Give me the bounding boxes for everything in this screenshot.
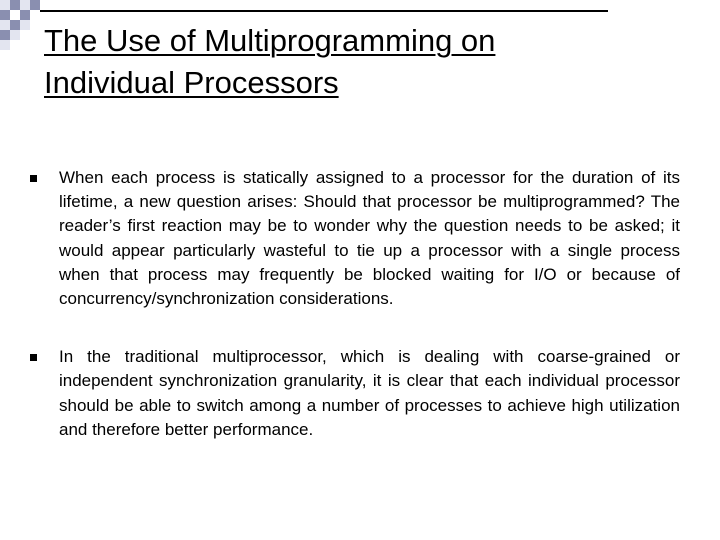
square-bullet-icon [30,175,37,182]
bullet-text-2: In the traditional multiprocessor, which is dealing with coarse-grained or independent synchronization granularity, it is clear that each individual processor should be able to switch among a number of processes to achieve high utilization and therefore better performance. [59,347,680,439]
slide-title-line-2: Individual Processors [44,65,339,100]
bullet-text-1: When each process is statically assigned to a processor for the duration of its lifetime, a new question arises: Should that processor be multiprogrammed? The reader’s first reaction may be to wonder why the question needs to be asked; it would appear particularly wasteful to tie up a processor with a single process when that process may frequently be blocked waiting for I/O or because of concurrency/synchronization considerations. [59,168,680,309]
square-bullet-icon [30,354,37,361]
bullet-list [30,166,680,442]
slide-title-line-1: The Use of Multiprogramming on [44,23,496,58]
bullet-item-2 [30,345,680,442]
title-rule [40,10,608,12]
bullet-item-1 [30,166,680,311]
slide-title [44,20,495,104]
